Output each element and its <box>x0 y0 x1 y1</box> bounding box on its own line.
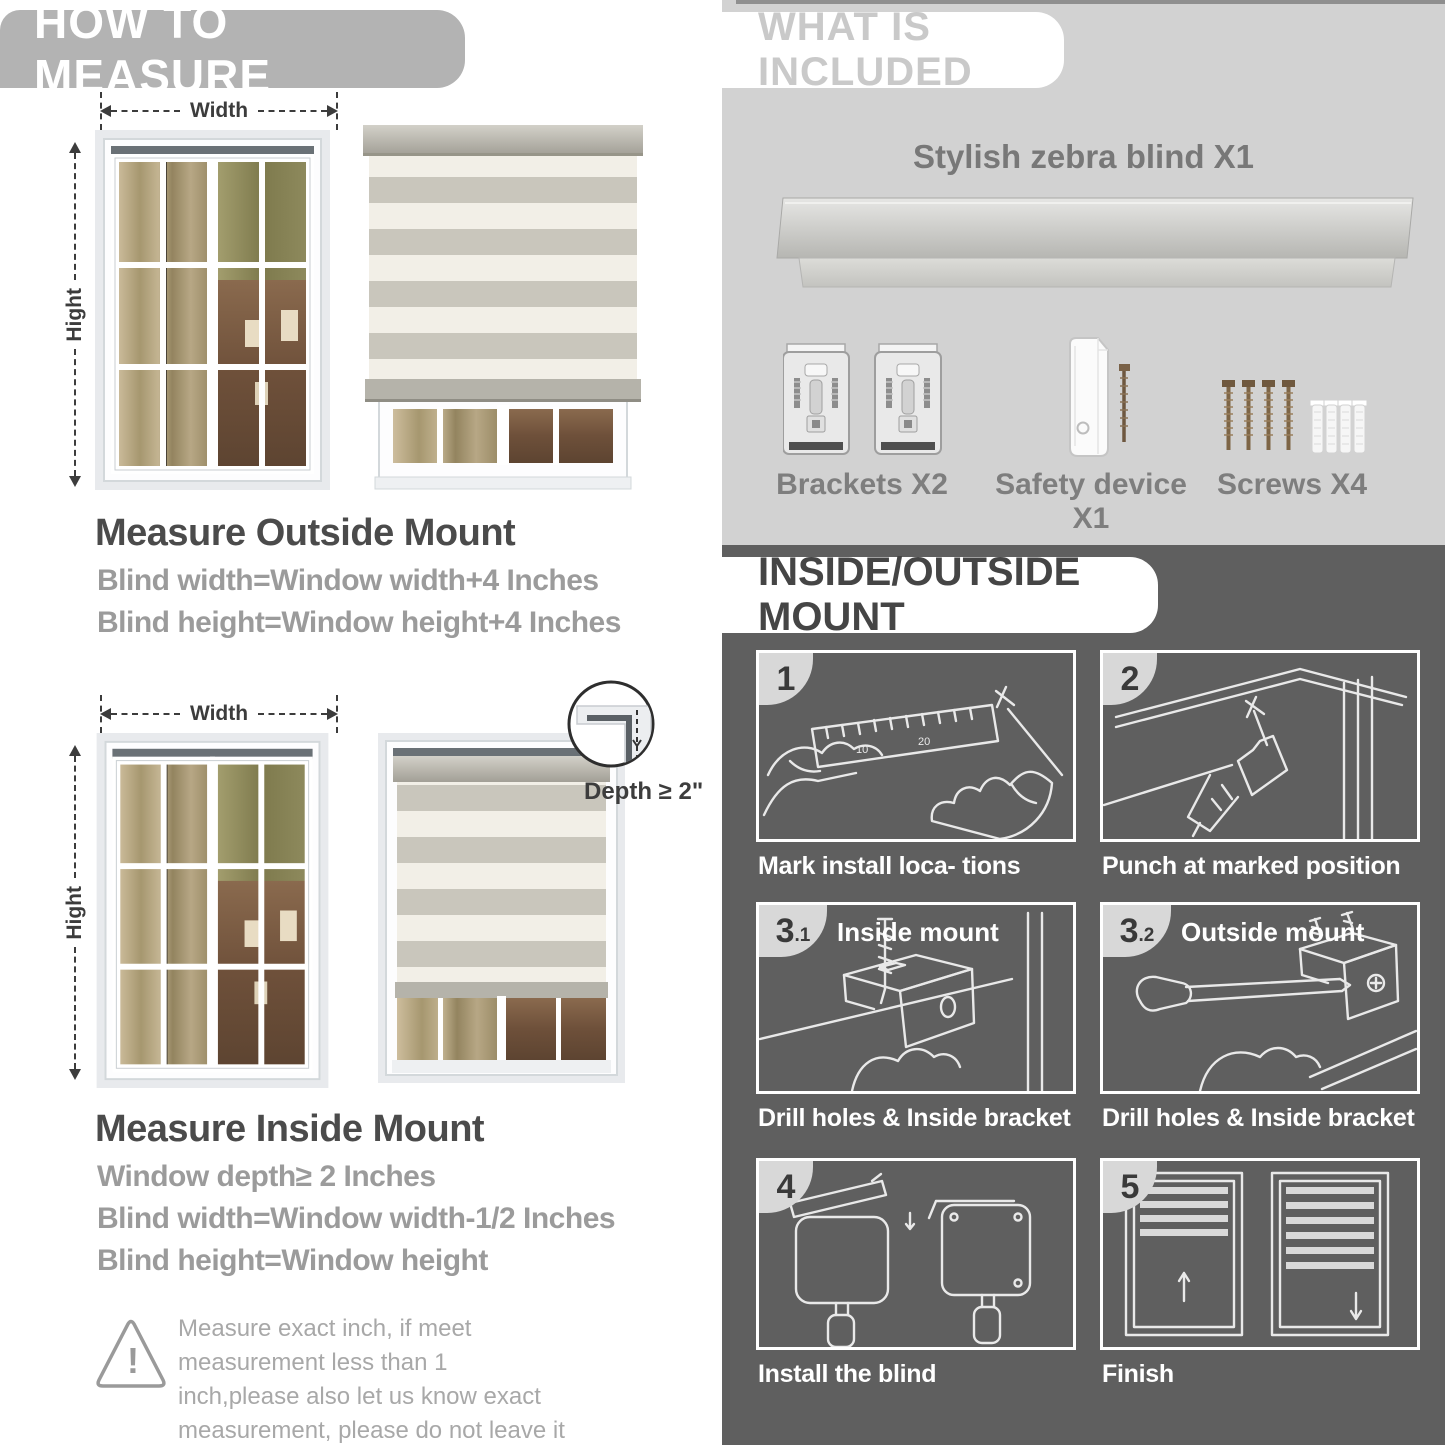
screws-label: Screws X4 <box>1216 468 1368 501</box>
width-dimension-inside <box>100 703 338 725</box>
what-is-included-header <box>722 5 1064 94</box>
svg-text:10: 10 <box>856 744 869 756</box>
height-dimension-inside <box>64 745 86 1080</box>
height-label: Hight <box>63 885 86 940</box>
inside-mount-title: Measure Inside Mount <box>95 1108 485 1150</box>
width-label: Width <box>189 702 249 725</box>
dashed-line <box>74 153 76 280</box>
width-label: Width <box>189 99 249 122</box>
window-photo-outside <box>95 130 330 490</box>
inside-mount-line1: Window depth≥ 2 Inches <box>97 1160 436 1193</box>
step-caption-1: Mark install loca- tions <box>758 852 1021 880</box>
what-is-included-title: WHAT IS INCLUDED <box>758 5 973 94</box>
warning-text: Measure exact inch, if meet measurement less than 1 inch,please also let us know exact measurement, please do not leave it <box>178 1315 565 1445</box>
step-caption-3-2: Drill holes & Inside bracket <box>1102 1104 1415 1132</box>
blind-quantity-label: Stylish zebra blind X1 <box>912 138 1255 175</box>
inside-mount-line3: Blind height=Window height <box>97 1244 488 1277</box>
step-panel-4 <box>756 1158 1076 1350</box>
dashed-line <box>258 713 327 715</box>
dashed-line <box>258 110 327 112</box>
brackets-label: Brackets X2 <box>776 468 948 501</box>
step-number: 3 <box>775 911 795 950</box>
arrow-right-icon <box>327 105 338 117</box>
depth-detail-magnifier <box>565 678 657 770</box>
dashed-line <box>74 349 76 476</box>
top-divider <box>736 0 1445 4</box>
how-to-measure-title: HOW TO MEASURE <box>34 0 272 102</box>
depth-note: Depth ≥ 2" <box>584 778 704 805</box>
how-to-measure-header <box>0 0 465 102</box>
safety-device-illustration <box>1048 334 1140 462</box>
arrow-right-icon <box>327 708 338 720</box>
outside-mount-line2: Blind height=Window height+4 Inches <box>97 606 621 639</box>
screws-anchors-illustration <box>1218 376 1368 462</box>
step-number: 3 <box>1119 911 1139 950</box>
step-caption-5: Finish <box>1102 1360 1174 1388</box>
step-number: 2 <box>1120 659 1140 698</box>
brackets-illustration <box>783 342 943 460</box>
step-panel-2 <box>1100 650 1420 842</box>
arrow-left-icon <box>100 105 111 117</box>
step-inline-title: Inside mount <box>837 917 999 947</box>
step-subnumber: .1 <box>794 925 811 946</box>
step-panel-3-1 <box>756 902 1076 1094</box>
svg-text:20: 20 <box>918 736 931 748</box>
step-number: 4 <box>776 1167 796 1206</box>
step-caption-2: Punch at marked position <box>1102 852 1401 880</box>
height-label: Hight <box>63 287 86 342</box>
arrow-left-icon <box>100 708 111 720</box>
window-photo-inside <box>95 733 330 1088</box>
warning-exclamation: ! <box>127 1340 139 1381</box>
dashed-line <box>74 756 76 878</box>
dashed-line <box>111 713 180 715</box>
step-panel-1 <box>756 650 1076 842</box>
outside-mount-title: Measure Outside Mount <box>95 512 516 554</box>
arrow-down-icon <box>69 476 81 487</box>
step-caption-4: Install the blind <box>758 1360 937 1388</box>
inside-outside-mount-header <box>722 550 1158 639</box>
step-panel-3-2 <box>1100 902 1420 1094</box>
width-dimension-outside <box>100 100 338 122</box>
arrow-up-icon <box>69 745 81 756</box>
step-panel-5 <box>1100 1158 1420 1350</box>
step-inline-title: Outside mount <box>1181 917 1365 947</box>
dashed-line <box>111 110 180 112</box>
step-number: 1 <box>776 659 796 698</box>
arrow-up-icon <box>69 142 81 153</box>
step-subnumber: .2 <box>1138 925 1155 946</box>
arrow-down-icon <box>69 1069 81 1080</box>
step-caption-3-1: Drill holes & Inside bracket <box>758 1104 1071 1132</box>
inside-outside-mount-title: INSIDE/OUTSIDE MOUNT <box>758 550 1081 639</box>
step-number: 5 <box>1120 1167 1140 1206</box>
dashed-line <box>74 947 76 1069</box>
height-dimension-outside <box>64 142 86 487</box>
outside-mount-line1: Blind width=Window width+4 Inches <box>97 564 599 597</box>
inside-mount-line2: Blind width=Window width-1/2 Inches <box>97 1202 616 1235</box>
safety-device-label: Safety device X1 <box>995 468 1187 535</box>
zebra-blind-outside-mount <box>363 125 643 493</box>
headrail-illustration <box>755 196 1415 292</box>
